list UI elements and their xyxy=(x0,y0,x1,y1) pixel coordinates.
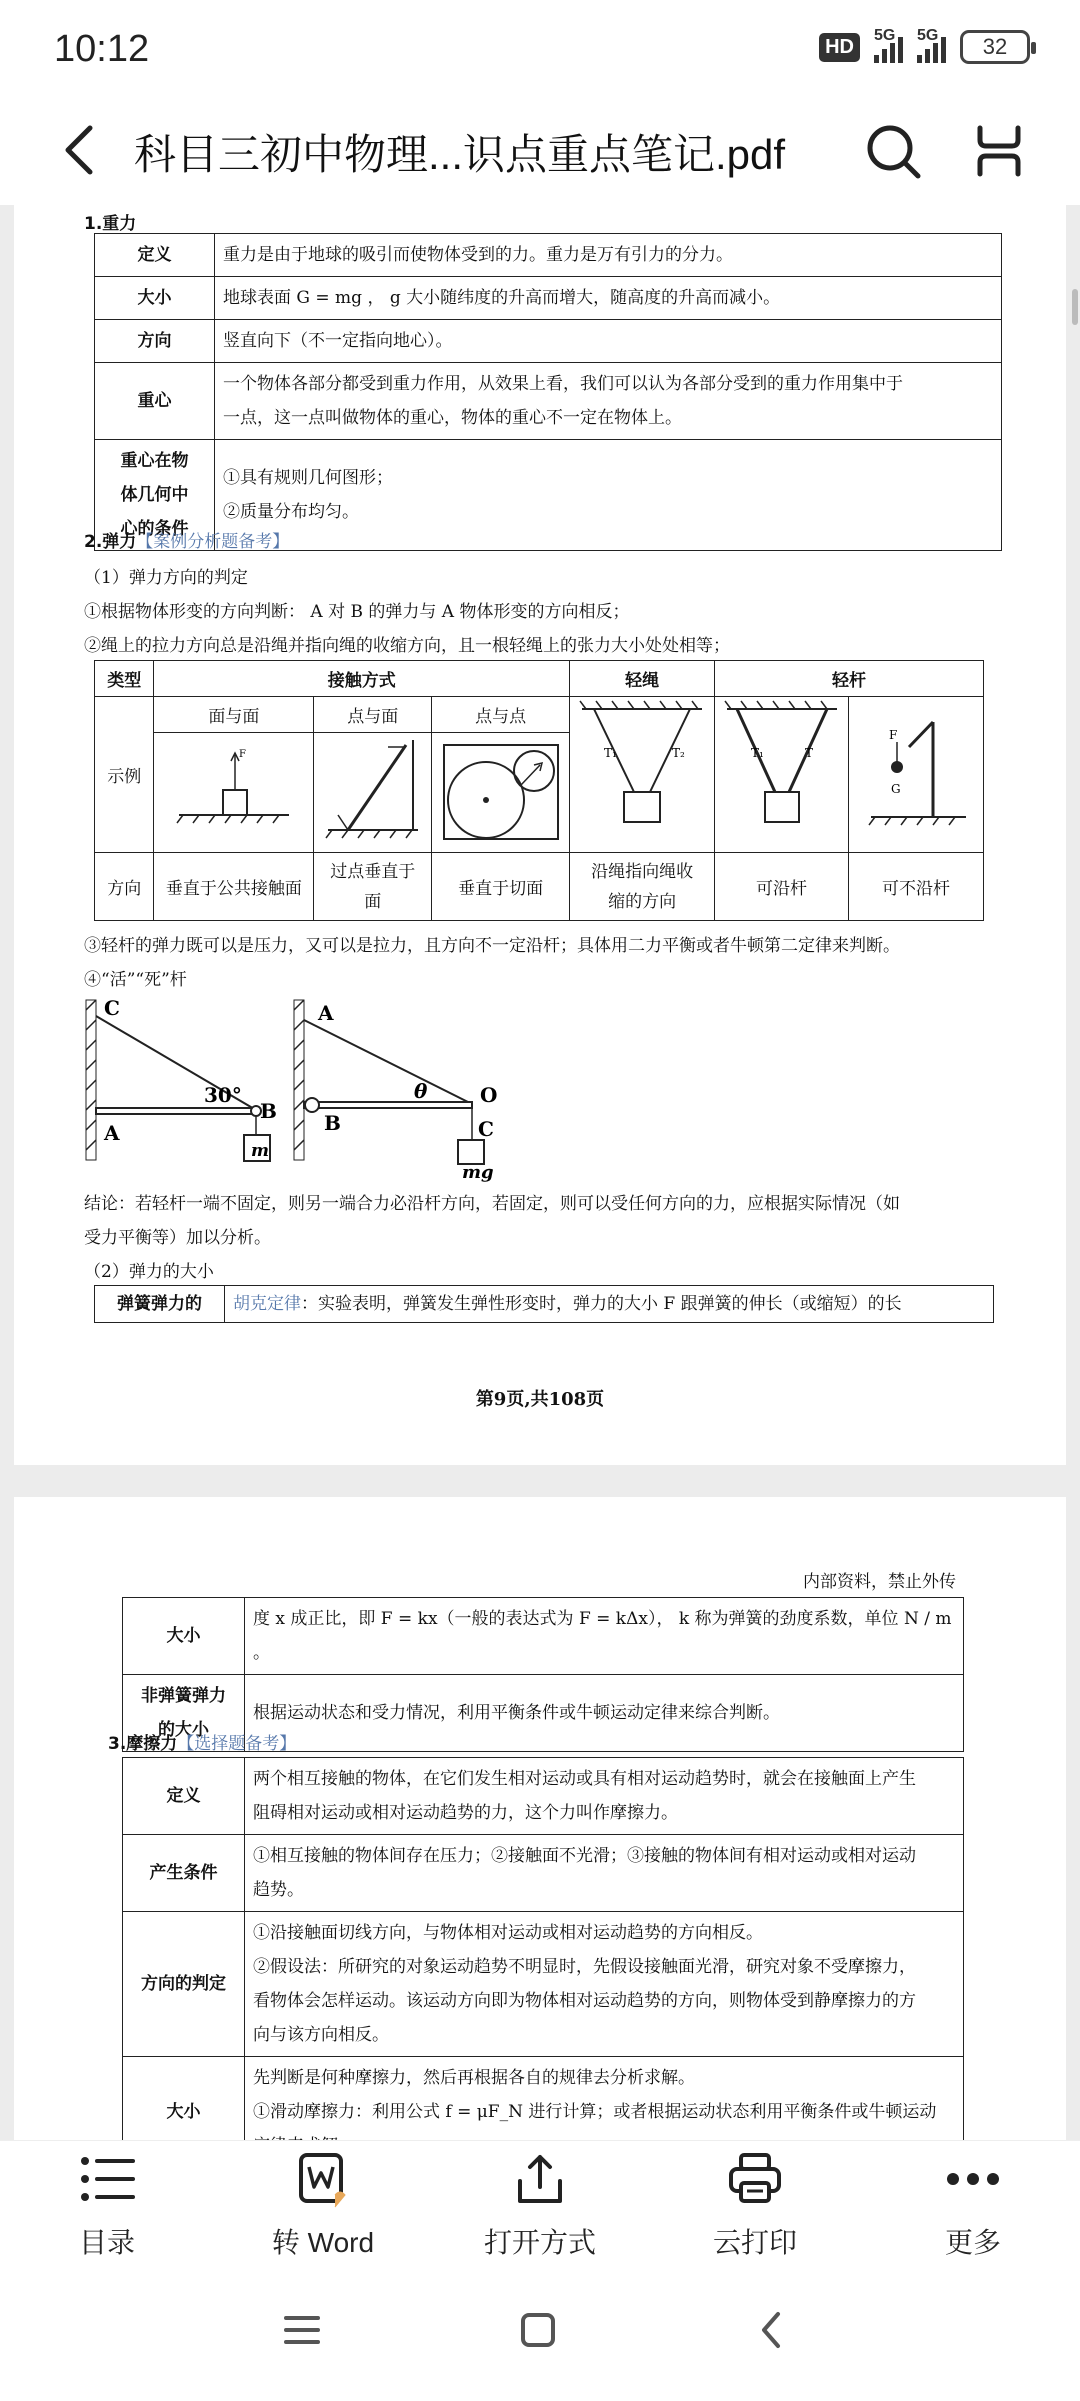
point-point-figure xyxy=(436,735,566,845)
paragraph: 受力平衡等）加以分析。 xyxy=(84,1228,271,1248)
sub-header: 点与面 xyxy=(314,697,432,733)
gravity-value: 重力是由于地球的吸引而使物体受到的力。重力是万有引力的分力。 xyxy=(215,234,1002,277)
paragraph: ④“活”“死”杆 xyxy=(84,970,187,990)
gravity-value xyxy=(215,363,1002,440)
figure-label: m xyxy=(251,1141,269,1161)
tension-label: T₂ xyxy=(672,746,685,760)
friction-line: 看物体会怎样运动。该运动方向即为物体相对运动趋势的方向，则物体受到静摩擦力的方 xyxy=(253,1991,916,2011)
convert-word-button[interactable] xyxy=(248,2151,398,2261)
spring-key: 弹簧弹力的 xyxy=(95,1286,225,1323)
section-elastic-title xyxy=(84,527,289,552)
friction-key: 方向的判定 xyxy=(123,1912,245,2057)
direction-line: 沿绳指向绳收 xyxy=(591,861,694,882)
table-row xyxy=(95,277,1002,320)
friction-key: 定义 xyxy=(123,1758,245,1835)
paragraph: 结论：若轻杆一端不固定，则另一端合力必沿杆方向，若固定，则可以受任何方向的力，应根据实际情况（如 xyxy=(84,1194,900,1214)
friction-line: ①沿接触面切线方向，与物体相对运动或相对运动趋势的方向相反。 xyxy=(253,1923,763,1943)
friction-line: ①滑动摩擦力：利用公式 f = μF_N 进行计算；或者根据运动状态利用平衡条件或牛顿运动 xyxy=(253,2102,937,2122)
friction-line: 阻碍相对运动或相对运动趋势的力，这个力叫作摩擦力。 xyxy=(253,1803,678,1823)
section-friction-title xyxy=(108,1729,296,1754)
direction-line: 过点垂直于 xyxy=(330,861,416,882)
rope-figure xyxy=(572,697,712,847)
friction-line: 向与该方向相反。 xyxy=(253,2025,389,2045)
gravity-key-line: 心的条件 xyxy=(120,519,189,539)
gravity-key-line: 体几何中 xyxy=(120,485,189,505)
figure-label: O xyxy=(480,1083,498,1107)
friction-key: 产生条件 xyxy=(123,1835,245,1912)
spring-value xyxy=(225,1286,994,1323)
back-arrow-icon[interactable] xyxy=(52,120,112,180)
figure-cell xyxy=(570,697,715,853)
share-icon xyxy=(510,2151,570,2207)
gravity-key-line: 重心在物 xyxy=(120,451,189,471)
figure-label: mg xyxy=(462,1162,494,1183)
figure-label: C xyxy=(104,996,120,1020)
paragraph: （2）弹力的大小 xyxy=(84,1262,214,1282)
tension-label: T xyxy=(804,746,813,760)
direction-cell: 垂直于切面 xyxy=(432,853,570,921)
force-label: F xyxy=(238,749,246,761)
gravity-key: 大小 xyxy=(95,277,215,320)
section-elastic-link[interactable]: 【案例分析题备考】 xyxy=(136,532,290,552)
gravity-value-line: 一点，这一点叫做物体的重心，物体的重心不一定在物体上。 xyxy=(223,408,682,428)
page-number: 第9页,共108页 xyxy=(475,1389,605,1410)
spring-value: 度 x 成正比，即 F = kx（一般的表达式为 F = kΔx）， k 称为弹簧的劲度系数，单位 N / m 。 xyxy=(245,1598,964,1675)
figure-label: B xyxy=(324,1111,341,1135)
spring-key-line: 非弹簧弹力 xyxy=(141,1686,226,1706)
header-cell: 接触方式 xyxy=(154,661,570,697)
figure-label: θ xyxy=(414,1079,428,1103)
section-friction-link[interactable]: 【选择题备考】 xyxy=(177,1734,297,1754)
surface-surface-figure xyxy=(159,735,309,845)
figure-label: C xyxy=(478,1117,494,1141)
table-row xyxy=(95,363,1002,440)
elastic-examples-table xyxy=(94,660,984,921)
table-row xyxy=(95,697,984,733)
figure-cell xyxy=(849,697,984,853)
scrollbar-thumb[interactable] xyxy=(1072,289,1078,325)
status-icons xyxy=(819,27,1030,64)
tension-label: T₁ xyxy=(750,746,764,760)
gravity-value-line: ①具有规则几何图形； xyxy=(223,468,393,488)
figure-cell xyxy=(432,733,570,853)
direction-cell: 可沿杆 xyxy=(715,853,849,921)
bottom-toolbar xyxy=(0,2140,1080,2280)
toc-button[interactable] xyxy=(32,2151,182,2261)
pdf-page-10 xyxy=(14,1497,1066,2197)
hd-badge: HD xyxy=(819,33,860,62)
table-row xyxy=(123,1835,964,1912)
table-row xyxy=(123,1758,964,1835)
table-row xyxy=(95,1286,994,1323)
gravity-value-line: ②质量分布均匀。 xyxy=(223,502,359,522)
home-icon[interactable] xyxy=(518,2310,558,2350)
direction-cell xyxy=(314,853,432,921)
table-row xyxy=(123,1912,964,2057)
gravity-key: 定义 xyxy=(95,234,215,277)
direction-line: 缩的方向 xyxy=(608,891,677,912)
friction-value xyxy=(245,1912,964,2057)
rod-figure-2 xyxy=(851,697,981,847)
header-cell: 类型 xyxy=(95,661,154,697)
table-row xyxy=(95,661,984,697)
system-nav-bar xyxy=(0,2280,1080,2401)
figure-label: 30° xyxy=(204,1083,242,1107)
word-convert-icon xyxy=(293,2151,353,2207)
gravity-label: G xyxy=(891,782,901,796)
spring-value: 根据运动状态和受力情况，利用平衡条件或牛顿运动定律来综合判断。 xyxy=(245,1675,964,1752)
friction-line: ①相互接触的物体间存在压力；②接触面不光滑；③接触的物体间有相对运动或相对运动 xyxy=(253,1846,916,1866)
section-friction-label: 3.摩擦力 xyxy=(108,1734,178,1754)
list-icon xyxy=(77,2151,137,2207)
header-cell: 轻绳 xyxy=(570,661,715,697)
gravity-value-line: 一个物体各部分都受到重力作用，从效果上看，我们可以认为各部分受到的重力作用集中于 xyxy=(223,374,903,394)
rod-figure-1 xyxy=(717,697,847,847)
force-label: F xyxy=(889,728,898,742)
open-with-button[interactable] xyxy=(465,2151,615,2261)
title-bar xyxy=(0,100,1080,205)
internal-note: 内部资料，禁止外传 xyxy=(803,1572,956,1592)
cloud-print-button[interactable] xyxy=(680,2151,830,2261)
paragraph: ③轻杆的弹力既可以是压力，又可以是拉力，且方向不一定沿杆；具体用二力平衡或者牛顿第二定律来判断。 xyxy=(84,936,900,956)
direction-cell xyxy=(570,853,715,921)
friction-key: 大小 xyxy=(123,2057,245,2168)
paragraph: ①根据物体形变的方向判断： A 对 B 的弹力与 A 物体形变的方向相反； xyxy=(84,602,630,622)
figure-label: A xyxy=(104,1121,120,1145)
figure-label: A xyxy=(318,1001,334,1025)
more-label: 更多 xyxy=(944,2227,1001,2258)
gravity-value xyxy=(215,440,1002,551)
cloud-print-label: 云打印 xyxy=(712,2227,797,2258)
figure-cell xyxy=(314,733,432,853)
status-time: 10:12 xyxy=(54,28,150,70)
expand-icon[interactable] xyxy=(968,120,1030,182)
friction-table xyxy=(122,1757,964,2168)
friction-line: 趋势。 xyxy=(253,1880,304,1900)
gravity-value: 地球表面 G = mg ， g 大小随纬度的升高而增大，随高度的升高而减小。 xyxy=(215,277,1002,320)
document-viewer[interactable] xyxy=(0,205,1080,2140)
signal-icon-2: 5G xyxy=(917,31,946,63)
friction-value xyxy=(245,1835,964,1912)
gravity-key: 方向 xyxy=(95,320,215,363)
row-label: 示例 xyxy=(95,697,154,853)
spring-text: ：实验表明，弹簧发生弹性形变时，弹力的大小 F 跟弹簧的伸长（或缩短）的长 xyxy=(301,1294,902,1314)
battery-icon xyxy=(960,30,1030,64)
live-dead-rod-figure xyxy=(84,990,524,1183)
sub-header: 点与点 xyxy=(432,697,570,733)
friction-value xyxy=(245,1758,964,1835)
table-row xyxy=(95,234,1002,277)
figure-cell xyxy=(715,697,849,853)
back-icon[interactable] xyxy=(752,2310,792,2350)
more-dots-icon xyxy=(943,2151,1003,2207)
header-cell: 轻杆 xyxy=(715,661,984,697)
figure-cell xyxy=(154,733,314,853)
search-icon[interactable] xyxy=(862,120,924,182)
table-row xyxy=(95,853,984,921)
friction-line: 先判断是何种摩擦力，然后再根据各自的规律去分析求解。 xyxy=(253,2068,695,2088)
document-title: 科目三初中物理...识点重点笔记.pdf xyxy=(134,131,786,178)
convert-word-label: 转 Word xyxy=(271,2227,375,2258)
friction-line: 两个相互接触的物体，在它们发生相对运动或具有相对运动趋势时，就会在接触面上产生 xyxy=(253,1769,916,1789)
spring-table-top xyxy=(94,1285,994,1323)
spring-key-line: 的大小 xyxy=(158,1720,209,1740)
section-gravity-title: 1.重力 xyxy=(84,214,137,234)
table-row xyxy=(95,320,1002,363)
hooke-law-link[interactable]: 胡克定律 xyxy=(233,1294,301,1314)
section-elastic-label: 2.弹力 xyxy=(84,532,137,552)
battery-level: 32 xyxy=(982,34,1008,59)
gravity-value: 竖直向下（不一定指向地心）。 xyxy=(215,320,1002,363)
point-surface-figure xyxy=(318,735,428,845)
printer-icon xyxy=(725,2151,785,2207)
figure-label: B xyxy=(260,1099,277,1123)
tension-label: T₁ xyxy=(604,746,617,760)
paragraph: （1）弹力方向的判定 xyxy=(84,568,248,588)
more-button[interactable] xyxy=(898,2151,1048,2261)
paragraph: ②绳上的拉力方向总是沿绳并指向绳的收缩方向，且一根轻绳上的张力大小处处相等； xyxy=(84,636,730,656)
toc-label: 目录 xyxy=(78,2227,135,2258)
direction-cell: 可不沿杆 xyxy=(849,853,984,921)
open-with-label: 打开方式 xyxy=(483,2227,596,2258)
pdf-page-9 xyxy=(14,205,1066,1465)
menu-icon[interactable] xyxy=(282,2310,322,2350)
status-bar xyxy=(0,0,1080,100)
direction-cell: 垂直于公共接触面 xyxy=(154,853,314,921)
spring-key: 大小 xyxy=(123,1598,245,1675)
row-label: 方向 xyxy=(95,853,154,921)
gravity-key: 重心 xyxy=(95,363,215,440)
sub-header: 面与面 xyxy=(154,697,314,733)
gravity-table xyxy=(94,233,1002,551)
direction-line: 面 xyxy=(364,891,382,912)
table-row xyxy=(123,1598,964,1675)
friction-line: ②假设法：所研究的对象运动趋势不明显时，先假设接触面光滑，研究对象不受摩擦力， xyxy=(253,1957,916,1977)
signal-icon: 5G xyxy=(874,31,903,63)
